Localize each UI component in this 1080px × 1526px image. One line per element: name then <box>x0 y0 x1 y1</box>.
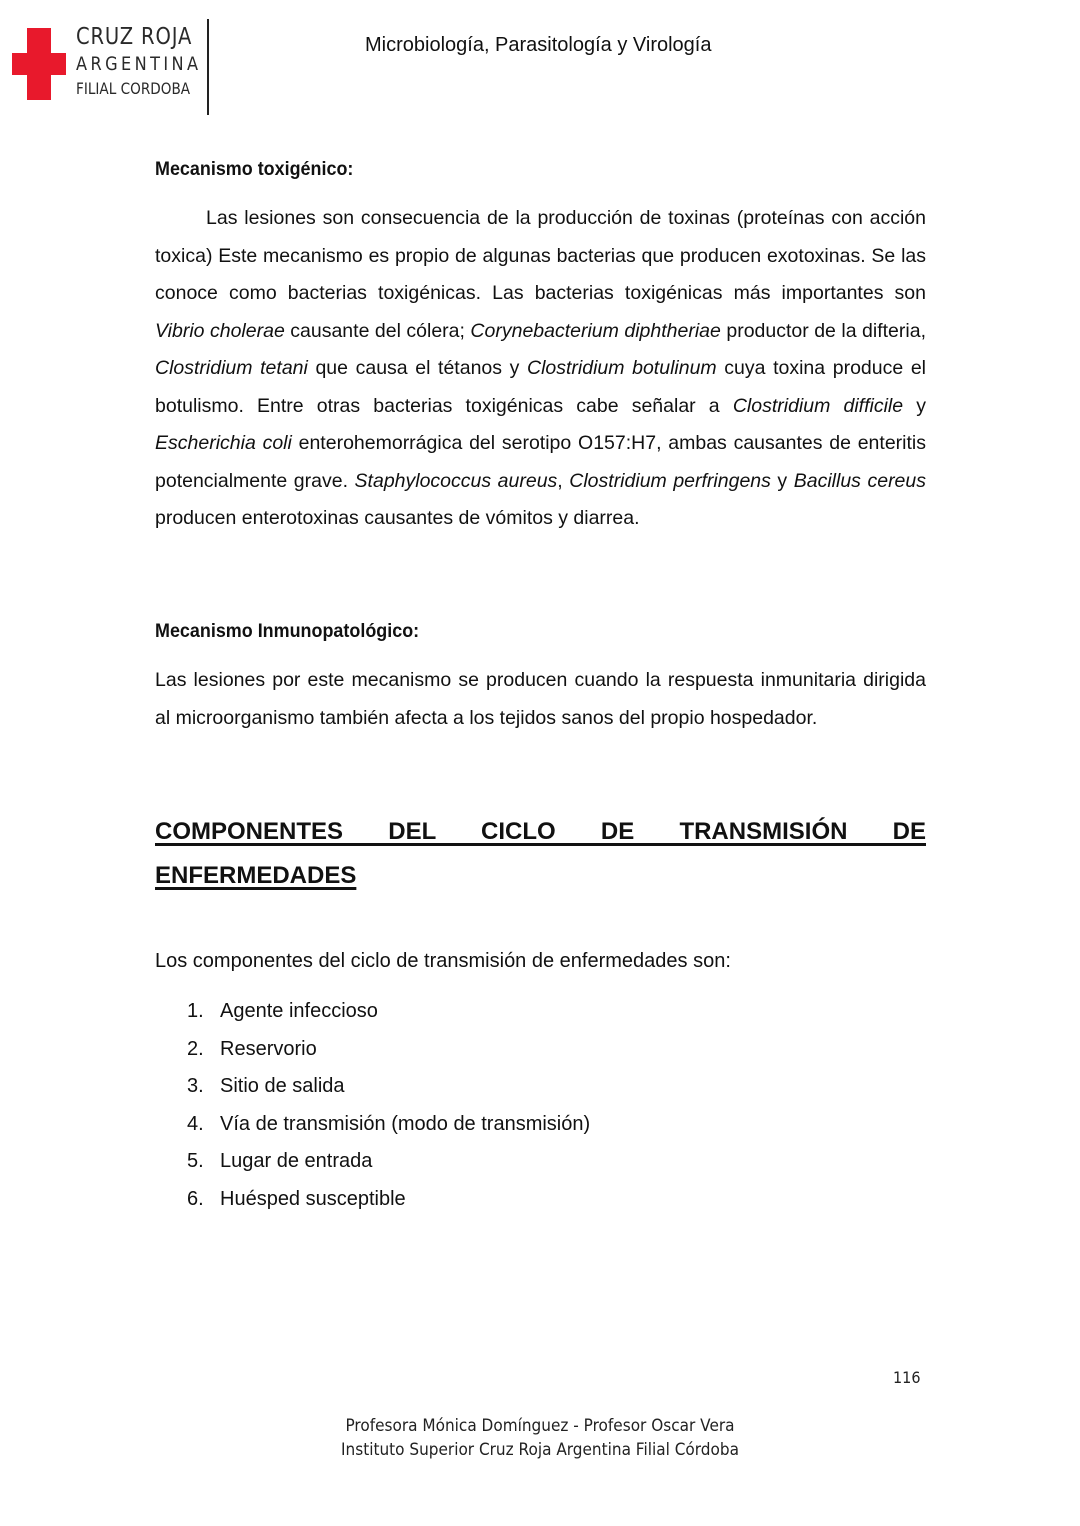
immunopathologic-paragraph: Las lesiones por este mecanismo se producen cuando la respuesta inmunitaria dirigida al microorganismo también afecta a los tejidos sanos del propio hospedador. <box>155 669 926 729</box>
species-name: Bacillus cereus <box>793 469 926 492</box>
header-title: Microbiología, Parasitología y Virología <box>365 34 712 56</box>
species-name: Clostridium perfringens <box>569 469 771 492</box>
text-run: productor de la difteria, <box>720 319 926 342</box>
species-name: Vibrio cholerae <box>155 319 285 342</box>
section-heading: Mecanismo toxigénico: <box>155 158 354 180</box>
logo-line-2: ARGENTINA <box>76 53 202 75</box>
text-run: Las lesiones son consecuencia de la producción de toxinas (proteínas con acción toxica) Este mecanismo es propio de algunas bacterias que producen exotoxinas. Se las conoce como bacterias toxigénicas. Las bacterias toxigénicas más importantes son <box>155 207 926 304</box>
text-run: y <box>903 394 926 417</box>
footer <box>0 1414 1080 1462</box>
text-run: enterohemorrágica del serotipo O157:H7, ambas causantes de enteritis potencialmente grave. <box>155 432 926 492</box>
page-number: 116 <box>893 1368 921 1387</box>
logo-line-1: CRUZ ROJA <box>76 24 193 50</box>
list-item: 4. Vía de transmisión (modo de transmisión) <box>187 1112 591 1135</box>
text-run: cuya toxina produce el botulismo. Entre otras bacterias toxigénicas cabe señalar a <box>155 357 926 417</box>
list-item: 5. Lugar de entrada <box>187 1150 373 1173</box>
species-name: Clostridium botulinum <box>526 357 717 379</box>
species-name: Clostridium tetani <box>155 357 308 379</box>
species-name: Clostridium difficile <box>732 394 904 417</box>
components-title-line-1: COMPONENTES DEL CICLO DE TRANSMISIÓN DE <box>155 818 926 845</box>
components-intro: Los componentes del ciclo de transmisión de enfermedades son: <box>155 950 731 972</box>
list-item: 6. Huésped susceptible <box>187 1187 406 1210</box>
logo-line-3: FILIAL CORDOBA <box>76 79 191 98</box>
text-run: y <box>770 469 794 492</box>
text-run: causante del cólera; <box>284 319 471 342</box>
header-divider <box>207 19 209 115</box>
footer-institution: Instituto Superior Cruz Roja Argentina Filial Córdoba <box>341 1440 739 1460</box>
text-run: , <box>557 469 570 492</box>
logo-text <box>76 26 224 97</box>
immunopathologic-paragraph-container <box>155 662 926 737</box>
toxigenic-section <box>155 158 926 181</box>
species-name: Staphylococcus aureus <box>354 469 558 492</box>
immunopathologic-section <box>155 620 926 643</box>
list-item: 2. Reservorio <box>187 1037 317 1060</box>
species-name: Corynebacterium diphtheriae <box>470 319 721 342</box>
section-heading: Mecanismo Inmunopatológico: <box>155 620 420 642</box>
toxigenic-paragraph <box>155 200 926 538</box>
components-title-line-2: ENFERMEDADES <box>155 862 357 889</box>
cruz-roja-logo <box>12 18 212 116</box>
text-run: producen enterotoxinas causantes de vómitos y diarrea. <box>155 507 640 529</box>
toxigenic-paragraph-container <box>155 200 926 538</box>
text-run: que causa el tétanos y <box>307 357 527 379</box>
footer-authors: Profesora Mónica Domínguez - Profesor Oscar Vera <box>345 1416 735 1436</box>
components-title <box>155 810 926 898</box>
components-list <box>187 993 590 1219</box>
list-item: 3. Sitio de salida <box>187 1075 345 1098</box>
species-name: Escherichia coli <box>155 432 292 454</box>
list-item: 1. Agente infeccioso <box>187 1000 378 1022</box>
red-cross-icon <box>12 28 66 100</box>
